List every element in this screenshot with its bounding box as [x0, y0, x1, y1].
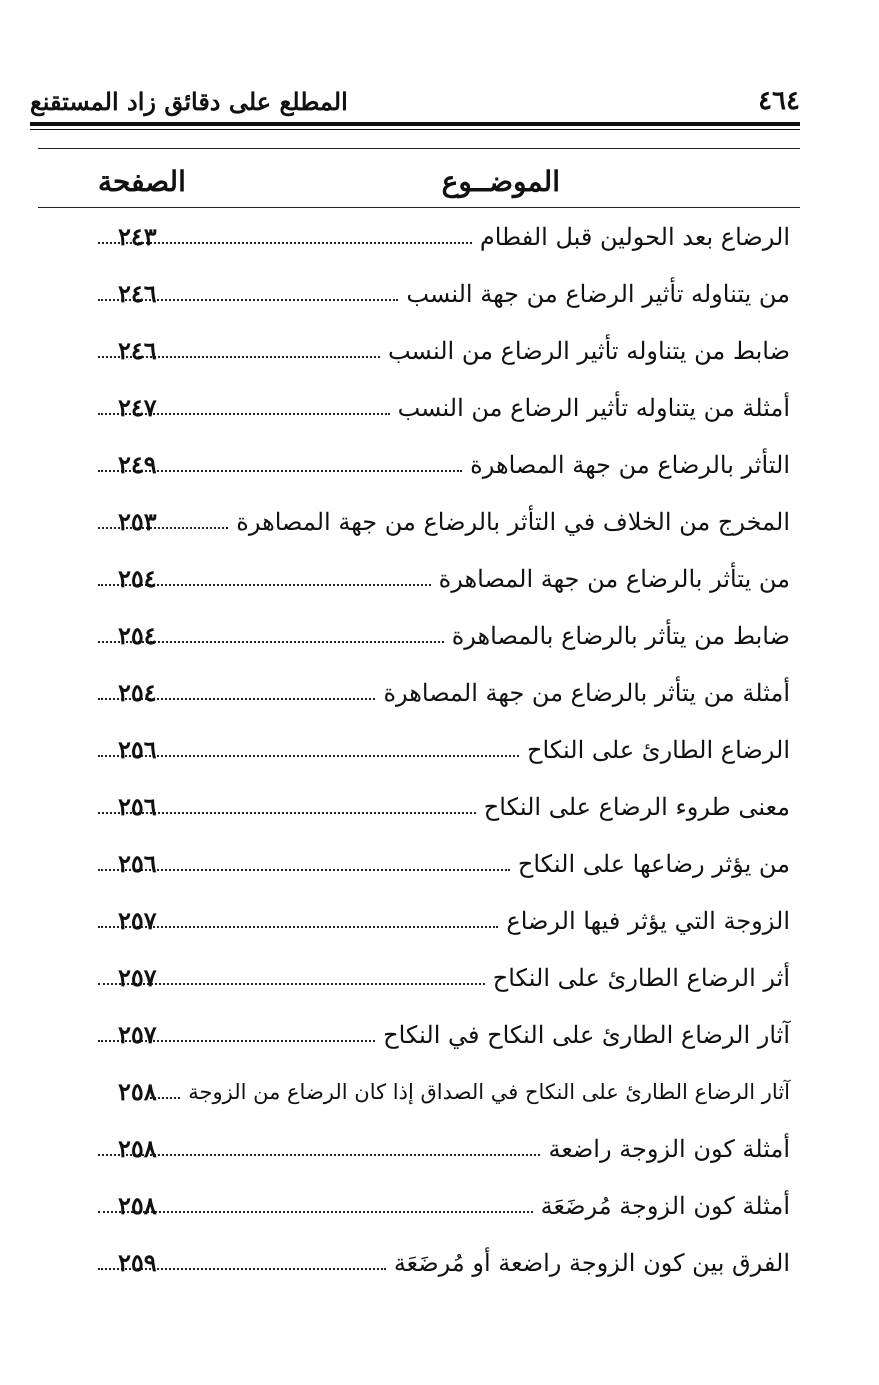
toc-entry-title: آثار الرضاع الطارئ على النكاح في النكاح	[375, 1021, 790, 1049]
header-rule	[30, 122, 800, 126]
toc-entry-page: ٢٥٧	[118, 906, 157, 935]
toc-entry-title: من يتناوله تأثير الرضاع من جهة النسب	[398, 280, 790, 308]
toc-entry	[90, 1234, 790, 1291]
toc-entry-page: ٢٤٦	[118, 336, 157, 365]
toc-entry-page: ٢٥٦	[118, 792, 157, 821]
toc-entry-page: ٢٥٤	[118, 564, 157, 593]
dot-leader	[98, 755, 519, 757]
toc-entry-page: ٢٥٤	[118, 621, 157, 650]
toc-entry	[90, 1177, 790, 1234]
toc-entry	[90, 265, 790, 322]
toc-entry	[90, 550, 790, 607]
toc-entry-page: ٢٥٣	[118, 507, 157, 536]
toc-entry-page: ٢٤٦	[118, 279, 157, 308]
toc-entry-title: أمثلة من يتناوله تأثير الرضاع من النسب	[390, 394, 790, 422]
dot-leader	[98, 926, 498, 928]
toc-entry	[90, 664, 790, 721]
toc-entry	[90, 322, 790, 379]
toc-entry-title: من يتأثر بالرضاع من جهة المصاهرة	[431, 565, 790, 593]
dot-leader	[98, 1154, 540, 1156]
toc-entry-title: معنى طروء الرضاع على النكاح	[476, 793, 790, 821]
book-title: المطلع على دقائق زاد المستقنع	[30, 87, 348, 116]
table-of-contents	[90, 208, 790, 1291]
toc-entry-title: ضابط من يتناوله تأثير الرضاع من النسب	[380, 337, 790, 365]
toc-entry-page: ٢٤٣	[118, 222, 157, 251]
toc-entry-page: ٢٥٦	[118, 849, 157, 878]
toc-entry-title: ضابط من يتأثر بالرضاع بالمصاهرة	[444, 622, 790, 650]
toc-entry-title: الرضاع بعد الحولين قبل الفطام	[472, 223, 790, 251]
toc-entry-page: ٢٥٨	[118, 1191, 157, 1220]
toc-entry-title: أمثلة كون الزوجة مُرضَعَة	[533, 1192, 790, 1220]
column-header-page: الصفحة	[98, 165, 186, 198]
toc-entry-title: الزوجة التي يؤثر فيها الرضاع	[498, 907, 790, 935]
toc-entry-title: الرضاع الطارئ على النكاح	[519, 736, 790, 764]
toc-entry	[90, 208, 790, 265]
column-header-topic: الموضــوع	[441, 165, 560, 198]
toc-entry-title: من يؤثر رضاعها على النكاح	[510, 850, 790, 878]
toc-entry-page: ٢٥٨	[118, 1077, 157, 1106]
toc-entry-title: أمثلة من يتأثر بالرضاع من جهة المصاهرة	[375, 679, 790, 707]
toc-entry	[90, 949, 790, 1006]
toc-entry-page: ٢٥٧	[118, 963, 157, 992]
toc-entry	[90, 1120, 790, 1177]
toc-entry-title: أمثلة كون الزوجة راضعة	[540, 1135, 790, 1163]
toc-entry-page: ٢٥٩	[118, 1248, 157, 1277]
toc-entry	[90, 493, 790, 550]
toc-entry-title: أثر الرضاع الطارئ على النكاح	[485, 964, 790, 992]
toc-entry-page: ٢٥٦	[118, 735, 157, 764]
toc-entry	[90, 892, 790, 949]
toc-entry-page: ٢٥٤	[118, 678, 157, 707]
toc-entry-page: ٢٥٧	[118, 1020, 157, 1049]
dot-leader	[98, 869, 510, 871]
toc-entry-page: ٢٥٨	[118, 1134, 157, 1163]
toc-entry-page: ٢٤٩	[118, 450, 157, 479]
toc-entry	[90, 778, 790, 835]
toc-entry-title: المخرج من الخلاف في التأثر بالرضاع من جهة المصاهرة	[228, 508, 790, 536]
toc-entry-title: التأثر بالرضاع من جهة المصاهرة	[462, 451, 790, 479]
dot-leader	[98, 1211, 533, 1213]
table-header	[38, 148, 800, 208]
toc-entry	[90, 379, 790, 436]
toc-entry	[90, 721, 790, 778]
toc-entry	[90, 835, 790, 892]
header-rule-thin	[30, 129, 800, 130]
toc-entry	[90, 1063, 790, 1120]
toc-entry	[90, 436, 790, 493]
toc-entry	[90, 607, 790, 664]
running-header	[30, 82, 800, 116]
toc-entry-page: ٢٤٧	[118, 393, 157, 422]
toc-entry-title: الفرق بين كون الزوجة راضعة أو مُرضَعَة	[386, 1249, 790, 1277]
toc-entry-title: آثار الرضاع الطارئ على النكاح في الصداق إذا كان الرضاع من الزوجة	[180, 1080, 790, 1104]
page-number: ٤٦٤	[758, 86, 800, 116]
toc-entry	[90, 1006, 790, 1063]
